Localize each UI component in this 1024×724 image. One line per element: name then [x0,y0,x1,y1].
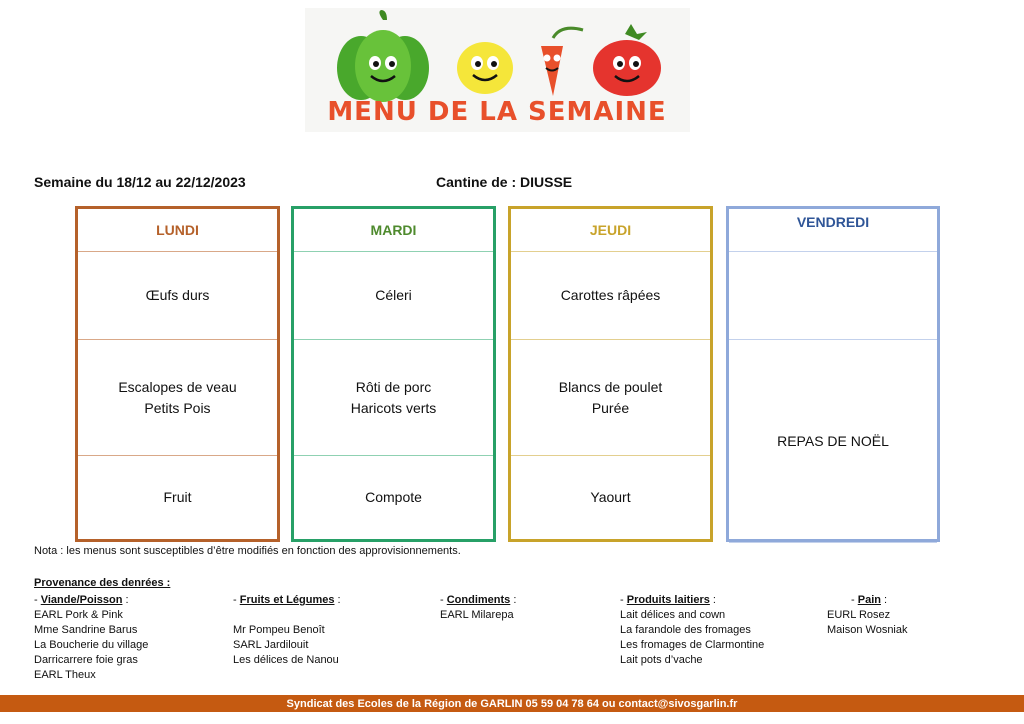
provenance-heading [34,593,148,608]
provenance-laitiers [620,593,764,668]
provenance-heading [827,593,908,608]
dessert-jeudi [511,456,710,539]
supplier-item: Darricarrere foie gras [34,654,138,666]
supplier-item [233,608,341,623]
heading-suffix: : [880,594,888,606]
entree-vendredi [729,252,937,340]
provenance-heading [440,593,516,608]
supplier-item: Mr Pompeu Benoît [233,624,325,636]
heading-prefix: - [34,594,41,606]
supplier-item: EARL Milarepa [440,609,514,621]
plat-line-1: Rôti de porc [355,378,432,395]
supplier-item: La Boucherie du village [34,639,149,651]
provenance-viande [34,593,148,683]
dessert-text: Compote [365,489,422,505]
supplier-item: Lait délices and cown [620,609,726,621]
supplier-item: Maison Wosniak [827,624,908,636]
tomato-icon [593,24,661,96]
heading-prefix: - [233,594,240,606]
heading-suffix: : [510,594,517,606]
week-range: Semaine du 18/12 au 22/12/2023 [34,174,246,190]
day-header-lundi: LUNDI [78,209,277,252]
footer-contact: Syndicat des Ecoles de la Région de GARLIN 05 59 04 78 64 ou contact@sivosgarlin.fr [0,695,1024,712]
nota-text: Nota : les menus sont susceptibles d’être modifiés en fonction des approvisionnements. [34,545,461,557]
menu-logo-art [305,8,690,132]
dessert-mardi [294,456,493,539]
heading-suffix: : [334,594,341,606]
supplier-item: Mme Sandrine Barus [34,624,138,636]
dessert-text: Fruit [163,489,192,505]
supplier-item: SARL Jardilouit [233,639,309,651]
entree-text: Carottes râpées [560,287,661,303]
special-meal-text: REPAS DE NOËL [777,433,889,449]
plat-lundi [78,340,277,456]
day-header-mardi: MARDI [294,209,493,252]
day-column-jeudi [508,206,713,542]
menu-logo [305,8,690,132]
day-header-vendredi: VENDREDI [729,209,937,252]
supplier-item: Les délices de Nanou [233,654,339,666]
plat-line-1: Escalopes de veau [118,378,237,395]
plat-line-2: Petits Pois [144,399,211,416]
heading-label: Condiments [446,594,511,606]
supplier-item: Les fromages de Clarmontine [620,639,765,651]
supplier-item: La farandole des fromages [620,624,751,636]
plat-jeudi [511,340,710,456]
heading-label: Viande/Poisson [40,594,123,606]
day-header-jeudi: JEUDI [511,209,710,252]
provenance-heading [620,593,764,608]
heading-prefix: - [440,594,447,606]
special-meal-vendredi [729,340,937,543]
heading-suffix: : [122,594,129,606]
day-column-mardi [291,206,496,542]
dessert-lundi [78,456,277,539]
plat-line-2: Purée [591,399,630,416]
provenance-condiments [440,593,516,623]
entree-mardi [294,252,493,340]
supplier-item: EURL Rosez [827,609,891,621]
dessert-vendredi [729,543,937,583]
logo-title: MENU DE LA SEMAINE [327,97,667,127]
provenance-title: Provenance des denrées : [34,577,171,589]
provenance-fruits [233,593,341,668]
provenance-heading [233,593,341,608]
supplier-item: Lait pots d’vache [620,654,703,666]
heading-prefix: - [851,594,858,606]
cantine-name: Cantine de : DIUSSE [436,174,573,190]
day-column-lundi [75,206,280,542]
supplier-item: EARL Pork & Pink [34,609,123,621]
heading-label: Produits laitiers [626,594,710,606]
heading-label: Fruits et Légumes [239,594,335,606]
entree-text: Œufs durs [145,287,210,303]
dessert-text: Yaourt [590,489,631,505]
day-column-vendredi [726,206,940,542]
heading-suffix: : [709,594,716,606]
entree-jeudi [511,252,710,340]
heading-prefix: - [620,594,627,606]
plat-mardi [294,340,493,456]
lemon-icon [457,42,513,94]
entree-text: Céleri [375,287,412,303]
heading-label: Pain [857,594,881,606]
provenance-pain [827,593,908,638]
carrot-icon [541,28,583,96]
plat-line-1: Blancs de poulet [558,378,663,395]
plat-line-2: Haricots verts [350,399,437,416]
green-pumpkin-icon [337,10,429,102]
entree-lundi [78,252,277,340]
supplier-item: EARL Theux [34,669,96,681]
